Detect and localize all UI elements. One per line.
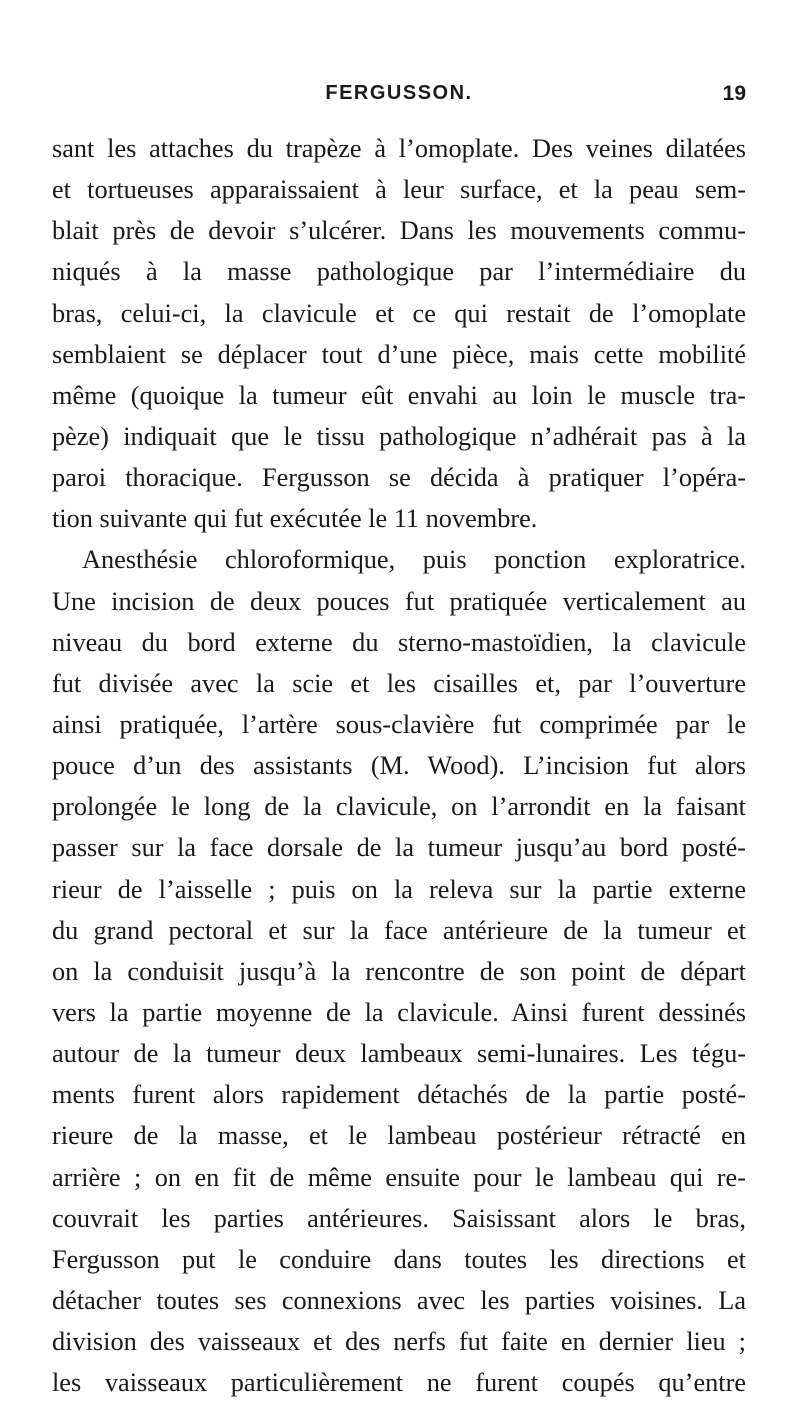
text-line: et tortueuses apparaissaient à leur surface, et la peau sem- <box>52 175 746 205</box>
text-line: passer sur la face dorsale de la tumeur jusqu’au bord posté- <box>52 833 746 863</box>
text-line: fut divisée avec la scie et les cisailles et, par l’ouverture <box>52 668 746 698</box>
text-line: tion suivante qui fut exécutée le 11 novembre. <box>52 504 538 534</box>
text-line: niqués à la masse pathologique par l’intermédiaire du <box>52 257 746 287</box>
text-line: ments furent alors rapidement détachés de la partie posté- <box>52 1080 746 1110</box>
text-line: les vaisseaux particulièrement ne furent coupés qu’entre <box>52 1368 746 1398</box>
text-line: on la conduisit jusqu’à la rencontre de son point de départ <box>52 956 746 986</box>
text-line: blait près de devoir s’ulcérer. Dans les mouvements commu- <box>52 216 746 246</box>
text-line: vers la partie moyenne de la clavicule. Ainsi furent dessinés <box>52 997 746 1027</box>
running-head <box>52 82 746 112</box>
text-line: semblaient se déplacer tout d’une pièce, mais cette mobilité <box>52 339 746 369</box>
text-line: ainsi pratiquée, l’artère sous-clavière fut comprimée par le <box>52 709 746 739</box>
text-line: Une incision de deux pouces fut pratiquée verticalement au <box>52 586 746 616</box>
text-line: niveau du bord externe du sterno-mastoïdien, la clavicule <box>52 627 746 657</box>
text-line: Anesthésie chloroformique, puis ponction exploratrice. <box>82 545 746 575</box>
text-line: pouce d’un des assistants (M. Wood). L’incision fut alors <box>52 751 746 781</box>
text-line: prolongée le long de la clavicule, on l’arrondit en la faisant <box>52 792 746 822</box>
text-line: division des vaisseaux et des nerfs fut faite en dernier lieu ; <box>52 1327 746 1357</box>
text-line: pèze) indiquait que le tissu pathologique n’adhérait pas à la <box>52 421 746 451</box>
text-line: rieure de la masse, et le lambeau postérieur rétracté en <box>52 1121 746 1151</box>
text-line: autour de la tumeur deux lambeaux semi-lunaires. Les tégu- <box>52 1039 746 1069</box>
text-line: Fergusson put le conduire dans toutes les directions et <box>52 1244 746 1274</box>
text-line: même (quoique la tumeur eût envahi au loin le muscle tra- <box>52 380 746 410</box>
text-line: bras, celui-ci, la clavicule et ce qui restait de l’omoplate <box>52 298 746 328</box>
text-line: sant les attaches du trapèze à l’omoplate. Des veines dilatées <box>52 134 746 163</box>
text-line: paroi thoracique. Fergusson se décida à pratiquer l’opéra- <box>52 463 746 493</box>
text-line: détacher toutes ses connexions avec les parties voisines. La <box>52 1285 746 1315</box>
text-line: couvrait les parties antérieures. Saisissant alors le bras, <box>52 1203 746 1233</box>
body-text <box>52 128 746 1403</box>
text-line: rieur de l’aisselle ; puis on la releva sur la partie externe <box>52 874 746 904</box>
text-line: du grand pectoral et sur la face antérieure de la tumeur et <box>52 915 746 945</box>
running-title: FERGUSSON. <box>325 82 473 104</box>
page-number: 19 <box>722 82 746 105</box>
text-line: arrière ; on en fit de même ensuite pour le lambeau qui re- <box>52 1162 746 1192</box>
